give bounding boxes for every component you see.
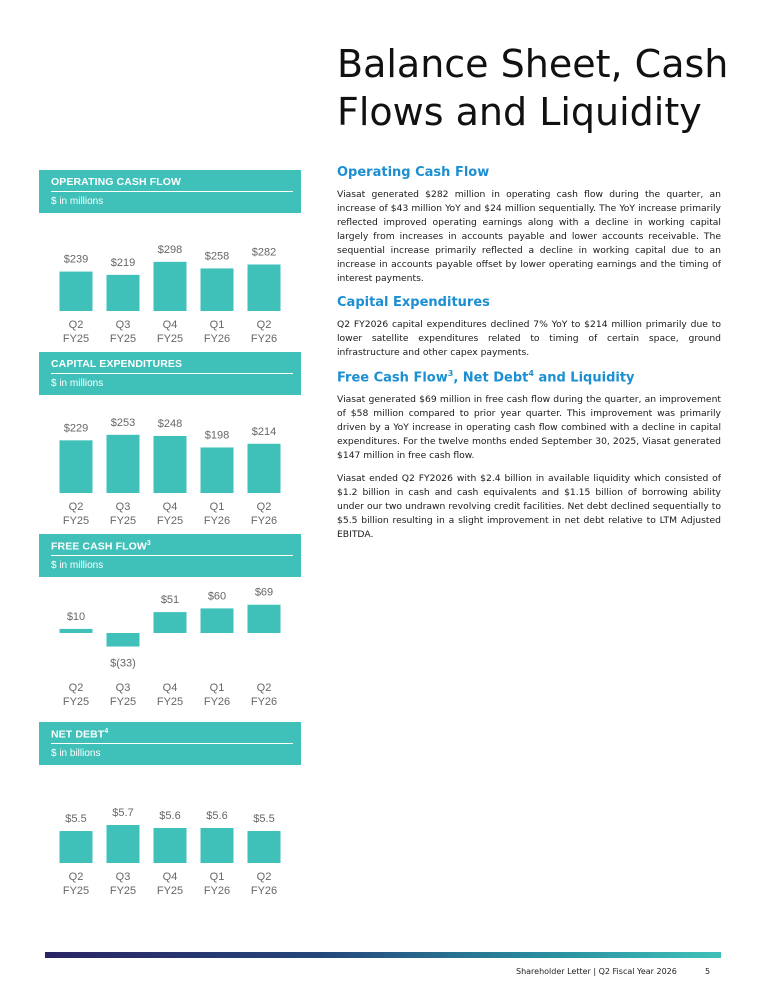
- category-tick-label: Q2: [68, 501, 84, 513]
- operating-cash-flow-chart: [39, 213, 301, 350]
- category-tick-label: Q3: [115, 871, 131, 883]
- panel-divider: [51, 743, 293, 744]
- category-tick-label: Q4: [162, 871, 178, 883]
- category-tick-label: FY25: [156, 515, 184, 527]
- panel-title: CAPITAL EXPENDITURES: [51, 358, 183, 370]
- category-tick-label: FY26: [203, 515, 231, 527]
- footer-label: Shareholder Letter | Q2 Fiscal Year 2026: [516, 967, 677, 976]
- data-label: $219: [110, 256, 136, 269]
- category-tick-label: Q2: [256, 501, 272, 513]
- category-tick-label: Q2: [68, 319, 84, 331]
- bar-3: [154, 828, 187, 863]
- heading-part: , Net Debt: [453, 370, 529, 386]
- category-tick-label: Q1: [209, 871, 225, 883]
- data-label: $10: [66, 610, 86, 623]
- panel-header: [39, 170, 301, 213]
- data-label: $5.6: [206, 810, 228, 822]
- category-tick-label: FY26: [203, 696, 231, 708]
- category-tick-label: Q2: [256, 319, 272, 331]
- data-label: $69: [254, 586, 274, 599]
- panel-unit: $ in millions: [51, 378, 104, 389]
- category-tick-label: Q2: [256, 682, 272, 694]
- category-tick-label: Q4: [162, 319, 178, 331]
- page-title-line2: Flows and Liquidity: [337, 90, 702, 134]
- category-tick-label: FY26: [250, 696, 278, 708]
- bar-5: [248, 444, 281, 493]
- footnote-marker: 4: [104, 728, 109, 735]
- heading-part: and Liquidity: [533, 370, 635, 386]
- category-tick-label: Q2: [256, 871, 272, 883]
- section-paragraph: Q2 FY2026 capital expenditures declined 7% YoY to $214 million primarily due to lower satellite expenditures related to timing of certain space, ground infrastructure and other capex payments.: [337, 319, 721, 358]
- category-tick-label: Q2: [68, 871, 84, 883]
- panel-header: [39, 722, 301, 765]
- bar-3: [154, 436, 187, 493]
- data-label: $214: [251, 425, 277, 438]
- category-tick-label: FY25: [62, 696, 90, 708]
- data-label: $5.6: [159, 810, 181, 822]
- section-heading: Operating Cash Flow: [337, 165, 490, 180]
- bar-3: [154, 612, 187, 633]
- bar-4: [201, 268, 234, 311]
- data-label: $248: [157, 417, 183, 430]
- category-tick-label: Q2: [68, 682, 84, 694]
- operating-cash-flow-panel: [39, 170, 301, 350]
- capital-expenditures-chart: [39, 395, 301, 532]
- bar-2: [107, 633, 140, 647]
- category-tick-label: Q1: [209, 319, 225, 331]
- bar-1: [60, 629, 93, 633]
- panel-header: [39, 534, 301, 577]
- panel-unit: $ in millions: [51, 196, 104, 207]
- panel-divider: [51, 373, 293, 374]
- category-tick-label: Q3: [115, 501, 131, 513]
- category-tick-label: FY26: [250, 515, 278, 527]
- bar-4: [201, 608, 234, 633]
- bar-4: [201, 828, 234, 863]
- bar-5: [248, 831, 281, 863]
- capital-expenditures-section: [337, 295, 721, 360]
- data-label: $258: [204, 250, 230, 263]
- section-heading: [337, 369, 721, 385]
- category-tick-label: FY25: [156, 885, 184, 897]
- panel-header: [39, 352, 301, 395]
- free-cash-flow-panel: [39, 534, 301, 714]
- section-paragraph: Viasat generated $69 million in free cash flow during the quarter, an improvement of $58 million compared to prior year quarter. This improvement was primarily driven by a YoY increase in operating cash flow combined with a decline in capital expenditures. For the twelve months ended September 30, 2025, Viasat generated $147 million in free cash flow.: [337, 394, 721, 462]
- panel-divider: [51, 191, 293, 192]
- category-tick-label: FY25: [156, 696, 184, 708]
- bar-2: [107, 435, 140, 493]
- bar-3: [154, 262, 187, 311]
- bar-5: [248, 264, 281, 311]
- category-tick-label: FY26: [250, 333, 278, 345]
- bar-1: [60, 831, 93, 863]
- category-tick-label: Q3: [115, 682, 131, 694]
- data-label: $51: [160, 594, 180, 607]
- data-label: $298: [157, 243, 183, 256]
- category-tick-label: FY25: [109, 696, 137, 708]
- category-tick-label: Q4: [162, 682, 178, 694]
- footnote-marker: 3: [447, 369, 454, 378]
- page-title: [337, 40, 747, 136]
- category-tick-label: Q4: [162, 501, 178, 513]
- operating-cash-flow-section: [337, 165, 721, 286]
- section-paragraph: Viasat ended Q2 FY2026 with $2.4 billion in available liquidity which consisted of $1.2 billion in cash and cash equivalents and $1.15 billion of borrowing ability under our two undrawn revolving credit facilities. Net debt declined sequentially to $5.5 billion resulting in a slight improvement in net debt relative to LTM Adjusted EBITDA.: [337, 473, 721, 541]
- data-label: $(33): [110, 657, 136, 670]
- panel-title: OPERATING CASH FLOW: [51, 176, 182, 188]
- footnote-marker: 3: [146, 540, 151, 547]
- panel-title: [51, 728, 108, 741]
- panel-unit: $ in billions: [51, 748, 101, 759]
- bar-2: [107, 825, 140, 863]
- category-tick-label: FY25: [156, 333, 184, 345]
- data-label: $282: [251, 246, 277, 259]
- category-tick-label: FY26: [250, 885, 278, 897]
- category-tick-label: FY26: [203, 333, 231, 345]
- category-tick-label: FY25: [62, 333, 90, 345]
- bar-1: [60, 272, 93, 311]
- bar-1: [60, 440, 93, 493]
- section-paragraph: Viasat generated $282 million in operating cash flow during the quarter, an increase of $43 million YoY and $24 million sequentially. The YoY increase primarily reflected improved operating earnings along with a decline in working capital largely from increases in accounts payable and lower accounts receivable. The sequential increase primarily reflected a decline in working capital due to an increase in accounts payable offset by lower operating earnings and the timing of interest payments.: [337, 189, 721, 284]
- data-label: $229: [63, 422, 89, 435]
- net-debt-panel: [39, 722, 301, 902]
- category-tick-label: Q1: [209, 682, 225, 694]
- data-label: $253: [110, 416, 136, 429]
- free-cash-flow-chart: [39, 577, 301, 714]
- panel-title: [51, 540, 151, 553]
- page-number: 5: [705, 967, 711, 976]
- page-title-line1: Balance Sheet, Cash: [337, 42, 729, 86]
- category-tick-label: FY25: [109, 515, 137, 527]
- data-label: $239: [63, 253, 89, 266]
- panel-title-text: FREE CASH FLOW: [51, 540, 147, 553]
- bar-5: [248, 605, 281, 633]
- category-tick-label: Q3: [115, 319, 131, 331]
- heading-part: Free Cash Flow: [337, 370, 448, 386]
- footer-gradient-bar: [45, 952, 721, 958]
- category-tick-label: FY25: [62, 885, 90, 897]
- category-tick-label: FY25: [109, 333, 137, 345]
- category-tick-label: FY25: [109, 885, 137, 897]
- capital-expenditures-panel: [39, 352, 301, 532]
- data-label: $198: [204, 429, 230, 442]
- bar-2: [107, 275, 140, 311]
- data-label: $5.5: [253, 813, 275, 825]
- bar-4: [201, 447, 234, 493]
- category-tick-label: FY25: [62, 515, 90, 527]
- free-cash-flow-section: [337, 369, 721, 542]
- section-heading: Capital Expenditures: [337, 295, 490, 310]
- data-label: $5.5: [65, 813, 87, 825]
- data-label: $60: [207, 590, 227, 603]
- panel-title-text: NET DEBT: [51, 728, 105, 741]
- panel-divider: [51, 555, 293, 556]
- panel-unit: $ in millions: [51, 560, 104, 571]
- category-tick-label: Q1: [209, 501, 225, 513]
- footnote-marker: 4: [528, 369, 534, 378]
- commentary-column: [337, 165, 721, 551]
- category-tick-label: FY26: [203, 885, 231, 897]
- data-label: $5.7: [112, 807, 134, 819]
- net-debt-chart: [39, 765, 301, 902]
